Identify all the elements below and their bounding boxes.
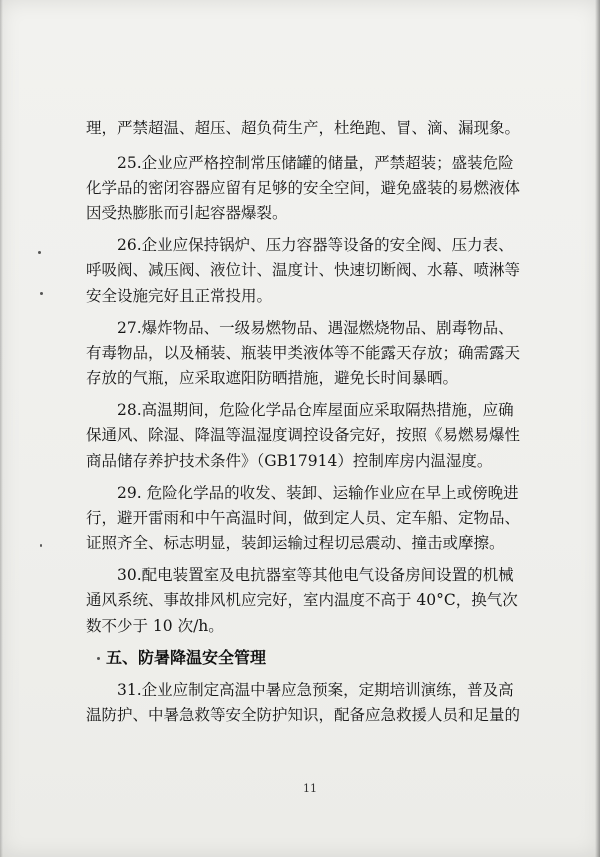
scan-speck	[38, 251, 41, 254]
text-line: 温防护、中暑急救等安全防护知识，配备应急救援人员和足量的	[86, 706, 521, 724]
text-line: 商品储存养护技术条件》（GB17914）控制库房内温湿度。	[86, 452, 493, 470]
text-line: 通风系统、事故排风机应完好，室内温度不高于 40°C，换气次	[86, 591, 518, 609]
text-line: 30.配电装置室及电抗器室等其他电气设备房间设置的机械	[117, 566, 514, 584]
text-line: 25.企业应严格控制常压储罐的储量，严禁超装；盛装危险	[117, 154, 514, 172]
page-right-shadow	[595, 0, 600, 857]
text-line: 31.企业应制定高温中暑应急预案，定期培训演练，普及高	[117, 681, 514, 699]
text-line: 理，严禁超温、超压、超负荷生产，杜绝跑、冒、滴、漏现象。	[86, 119, 521, 137]
scan-speck	[40, 544, 42, 547]
text-line: 保通风、除湿、降温等温湿度调控设备完好，按照《易燃易爆性	[86, 426, 521, 444]
text-line: 29. 危险化学品的收发、装卸、运输作业应在早上或傍晚进	[117, 484, 519, 502]
text-line: 27.爆炸物品、一级易燃物品、遇湿燃烧物品、剧毒物品、	[117, 319, 514, 337]
text-line: 有毒物品，以及桶装、瓶装甲类液体等不能露天存放；确需露天	[86, 344, 521, 362]
text-line: 行，避开雷雨和中午高温时间，做到定人员、定车船、定物品、	[86, 509, 521, 527]
text-line: 26.企业应保持锅炉、压力容器等设备的安全阀、压力表、	[117, 236, 514, 254]
text-line: 28.高温期间，危险化学品仓库屋面应采取隔热措施，应确	[117, 401, 514, 419]
text-line: 数不少于 10 次/h。	[86, 617, 224, 635]
text-line: 呼吸阀、减压阀、液位计、温度计、快速切断阀、水幕、喷淋等	[86, 261, 521, 279]
text-line: 化学品的密闭容器应留有足够的安全空间，避免盛装的易燃液体	[86, 179, 521, 197]
text-line: 安全设施完好且正常投用。	[86, 287, 273, 305]
page-left-shadow	[0, 0, 3, 857]
scan-speck	[40, 292, 43, 295]
text-line: 存放的气瓶，应采取遮阳防晒措施，避免长时间暴晒。	[86, 369, 459, 387]
scan-speck	[97, 657, 100, 660]
text-line: 证照齐全、标志明显，装卸运输过程切忌震动、撞击或摩擦。	[86, 534, 505, 552]
section-heading: 五、防暑降温安全管理	[106, 648, 267, 667]
text-line: 因受热膨胀而引起容器爆裂。	[86, 204, 288, 222]
page-number: 11	[303, 782, 317, 795]
